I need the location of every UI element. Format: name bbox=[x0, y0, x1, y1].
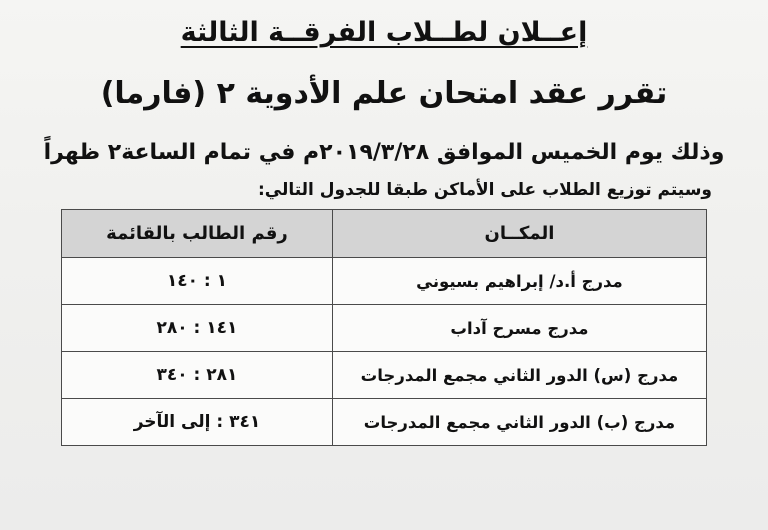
cell-place: مدرج (ب) الدور الثاني مجمع المدرجات bbox=[332, 399, 706, 446]
exam-date-time: وذلك يوم الخميس الموافق ٢٠١٩/٣/٢٨م في تمام الساعة٢ ظهراً bbox=[43, 139, 725, 165]
table-row bbox=[62, 352, 707, 399]
column-header-range: رقم الطالب بالقائمة bbox=[62, 210, 333, 258]
announcement-title-text: إعــلان لطــلاب الفرقــة الثالثة bbox=[180, 17, 588, 48]
cell-place: مدرج مسرح آداب bbox=[332, 305, 706, 352]
exam-statement: تقرر عقد امتحان علم الأدوية ٢ (فارما) bbox=[100, 75, 668, 111]
distribution-note: وسيتم توزيع الطلاب على الأماكن طبقا للجدول التالي: bbox=[257, 180, 712, 201]
cell-range: ١ : ١٤٠ bbox=[62, 258, 333, 305]
table-row bbox=[62, 305, 707, 352]
cell-range: ٣٤١ : إلى الآخر bbox=[62, 399, 333, 446]
announcement-title bbox=[26, 16, 742, 50]
table-header-row bbox=[62, 210, 707, 258]
table-row bbox=[62, 399, 707, 446]
distribution-table bbox=[61, 209, 707, 446]
cell-place: مدرج (س) الدور الثاني مجمع المدرجات bbox=[332, 352, 706, 399]
column-header-place: المكــان bbox=[332, 210, 706, 258]
cell-place: مدرج أ.د/ إبراهيم بسيوني bbox=[332, 258, 706, 305]
cell-range: ٢٨١ : ٣٤٠ bbox=[62, 352, 333, 399]
table-row bbox=[62, 258, 707, 305]
table-header bbox=[62, 210, 707, 258]
cell-range: ١٤١ : ٢٨٠ bbox=[62, 305, 333, 352]
table-body bbox=[62, 258, 707, 446]
